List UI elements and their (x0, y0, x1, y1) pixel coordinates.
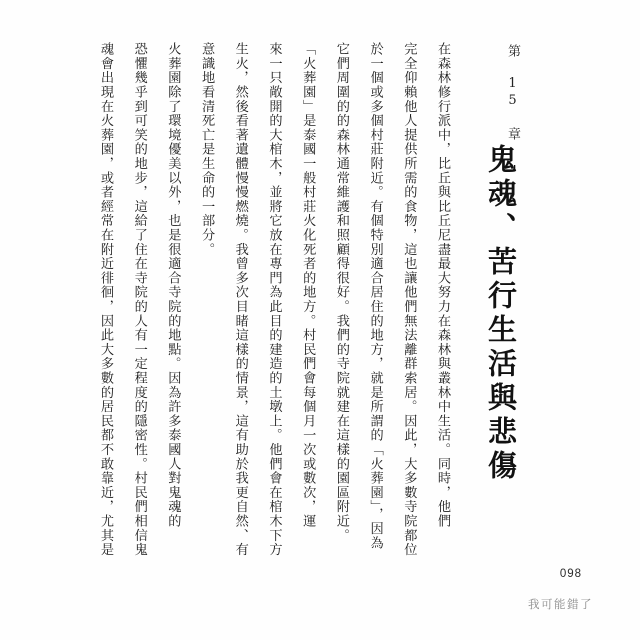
text-column: 它們周圍的的森林通常維護和照顧得很好。我們的寺院就建在這樣的園區附近。 (333, 42, 349, 543)
page-text-area (97, 42, 522, 557)
chapter-heading (481, 42, 522, 552)
text-column: 於一個或多個村莊附近。有個特別適合居住的地方，就是所謂的「火葬園」，因為 (367, 42, 383, 551)
text-column: 恐懼幾乎到可笑的地步，這給了住在寺院的人有一定程度的隱密性。村民們相信鬼 (131, 42, 147, 557)
chapter-number: 第 15 章 (505, 44, 520, 142)
chapter-title: 鬼魂、苦行生活與悲傷 (484, 144, 518, 484)
text-column: 來一只敞開的大棺木，並將它放在專門為此目的建造的土墩上。他們會在棺木下方 (266, 42, 282, 557)
footer-book-title: 我可能錯了 (528, 597, 593, 611)
text-column: 魂會出現在火葬園，或者經常在附近徘徊，因此大多數的居民都不敢靠近，尤其是 (97, 42, 113, 557)
text-column: 「火葬園」是泰國一般村莊火化死者的地方。村民們會每個月一次或數次，運 (300, 42, 316, 529)
text-column: 完全仰賴他人提供所需的食物，這也讓他們無法離群索居。因此，大多數寺院都位 (401, 42, 417, 557)
text-column: 生火，然後看著遺體慢慢燃燒。我曾多次目睹這樣的情景，這有助於我更自然、有 (232, 42, 248, 557)
text-column: 火葬園除了環境優美以外，也是很適合寺院的地點。因為許多泰國人對鬼魂的 (165, 42, 181, 529)
text-column: 在森林修行派中，比丘與比丘尼盡最大努力在森林與叢林中生活。同時，他們 (435, 42, 450, 529)
page-number: 098 (559, 568, 582, 580)
body-text-columns (82, 42, 453, 557)
text-column: 意識地看清死亡是生命的一部分。 (199, 42, 215, 257)
